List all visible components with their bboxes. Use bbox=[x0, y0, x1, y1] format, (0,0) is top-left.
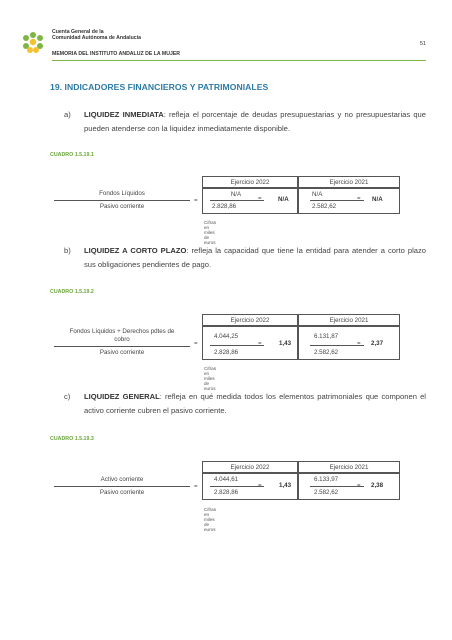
cuadro-label: CUADRO 1.5.19.3 bbox=[50, 436, 94, 442]
value-2021-denominator: 2.582,62 bbox=[312, 203, 337, 210]
result-2022: 1,43 bbox=[279, 340, 292, 347]
paragraph-liquidez-general bbox=[64, 390, 426, 417]
equals-sign: = bbox=[194, 483, 198, 490]
fraction-line bbox=[210, 345, 264, 346]
fraction-line bbox=[210, 486, 264, 487]
fraction-line bbox=[54, 346, 190, 347]
org-name-line2: Comunidad Autónoma de Andalucía bbox=[52, 35, 141, 41]
equals-sign: = bbox=[258, 482, 262, 489]
header-ejercicio-2022: Ejercicio 2022 bbox=[202, 176, 298, 188]
equals-sign: = bbox=[357, 340, 361, 347]
equals-sign: = bbox=[357, 482, 361, 489]
paragraph-label: b) bbox=[64, 246, 71, 255]
page-number: 51 bbox=[419, 41, 426, 47]
result-2021: N/A bbox=[372, 196, 383, 203]
table-note: Cifras en miles de euros bbox=[204, 220, 216, 245]
cuadro-label: CUADRO 1.5.19.1 bbox=[50, 152, 94, 158]
value-2022-denominator: 2.828,86 bbox=[214, 489, 239, 496]
result-2022: 1,43 bbox=[279, 482, 292, 489]
value-2022-numerator: 4.044,61 bbox=[214, 476, 239, 483]
denominator-label: Pasivo corriente bbox=[99, 489, 145, 496]
paragraph-term: LIQUIDEZ GENERAL bbox=[84, 392, 160, 401]
numerator-label-line2: cobro bbox=[114, 336, 130, 343]
org-name-line1: Cuenta General de la bbox=[52, 29, 104, 35]
paragraph-liquidez-corto-plazo bbox=[64, 244, 426, 271]
fraction-line bbox=[210, 200, 264, 201]
denominator-label: Pasivo corriente bbox=[99, 203, 145, 210]
header-ejercicio-2021: Ejercicio 2021 bbox=[298, 176, 400, 188]
equals-sign: = bbox=[258, 195, 262, 202]
numerator-label-line1: Fondos Líquidos + Derechos pdtes de bbox=[69, 328, 175, 335]
header-ejercicio-2022: Ejercicio 2022 bbox=[202, 314, 298, 326]
value-2022-denominator: 2.828,86 bbox=[214, 349, 239, 356]
memoria-title: MEMORIA DEL INSTITUTO ANDALUZ DE LA MUJER bbox=[52, 51, 181, 57]
value-2022-numerator: N/A bbox=[230, 191, 242, 198]
value-2021-denominator: 2.582,62 bbox=[314, 349, 339, 356]
paragraph-liquidez-inmediata bbox=[64, 108, 426, 135]
value-2022-denominator: 2.828,86 bbox=[212, 203, 237, 210]
header-ejercicio-2021: Ejercicio 2021 bbox=[298, 314, 400, 326]
paragraph-text: : refleja la capacidad que tiene la entidad para atender a corto plazo sus obligaciones pendientes de pago. bbox=[84, 246, 426, 269]
value-2021-numerator: N/A bbox=[312, 191, 323, 198]
junta-andalucia-logo-icon bbox=[20, 30, 46, 56]
numerator-label: Fondos Líquidos bbox=[99, 190, 145, 197]
header-ejercicio-2021: Ejercicio 2021 bbox=[298, 461, 400, 473]
value-2021-numerator: 6.133,97 bbox=[314, 476, 339, 483]
equals-sign: = bbox=[357, 195, 361, 202]
section-title: 19. INDICADORES FINANCIEROS Y PATRIMONIALES bbox=[50, 82, 269, 92]
equals-sign: = bbox=[194, 197, 198, 204]
paragraph-label: a) bbox=[64, 110, 71, 119]
header-ejercicio-2022: Ejercicio 2022 bbox=[202, 461, 298, 473]
numerator-label: Activo corriente bbox=[100, 476, 144, 483]
paragraph-label: c) bbox=[64, 392, 71, 401]
fraction-line bbox=[54, 200, 190, 201]
equals-sign: = bbox=[194, 340, 198, 347]
result-2021: 2,38 bbox=[371, 482, 384, 489]
fraction-line bbox=[310, 486, 364, 487]
table-note: Cifras en miles de euros bbox=[204, 366, 216, 391]
paragraph-term: LIQUIDEZ INMEDIATA bbox=[84, 110, 164, 119]
value-2022-numerator: 4.044,25 bbox=[214, 333, 239, 340]
paragraph-term: LIQUIDEZ A CORTO PLAZO bbox=[84, 246, 187, 255]
header-divider bbox=[52, 60, 426, 61]
paragraph-text: : refleja el porcentaje de deudas presupuestarias y no presupuestarias que pueden atenderse con la liquidez inmediatamente disponible. bbox=[84, 110, 426, 133]
fraction-line bbox=[310, 345, 364, 346]
fraction-line bbox=[310, 200, 364, 201]
value-2021-denominator: 2.582,62 bbox=[314, 489, 339, 496]
table-note: Cifras en miles de euros bbox=[204, 507, 216, 532]
result-2022: N/A bbox=[278, 196, 289, 203]
equals-sign: = bbox=[258, 340, 262, 347]
paragraph-text: : refleja en qué medida todos los elementos patrimoniales que componen el activo corriente cubren el pasivo corriente. bbox=[84, 392, 426, 415]
result-2021: 2,37 bbox=[371, 340, 384, 347]
denominator-label: Pasivo corriente bbox=[99, 349, 145, 356]
value-2021-numerator: 6.131,87 bbox=[314, 333, 339, 340]
fraction-line bbox=[54, 486, 190, 487]
cuadro-label: CUADRO 1.5.19.2 bbox=[50, 289, 94, 295]
